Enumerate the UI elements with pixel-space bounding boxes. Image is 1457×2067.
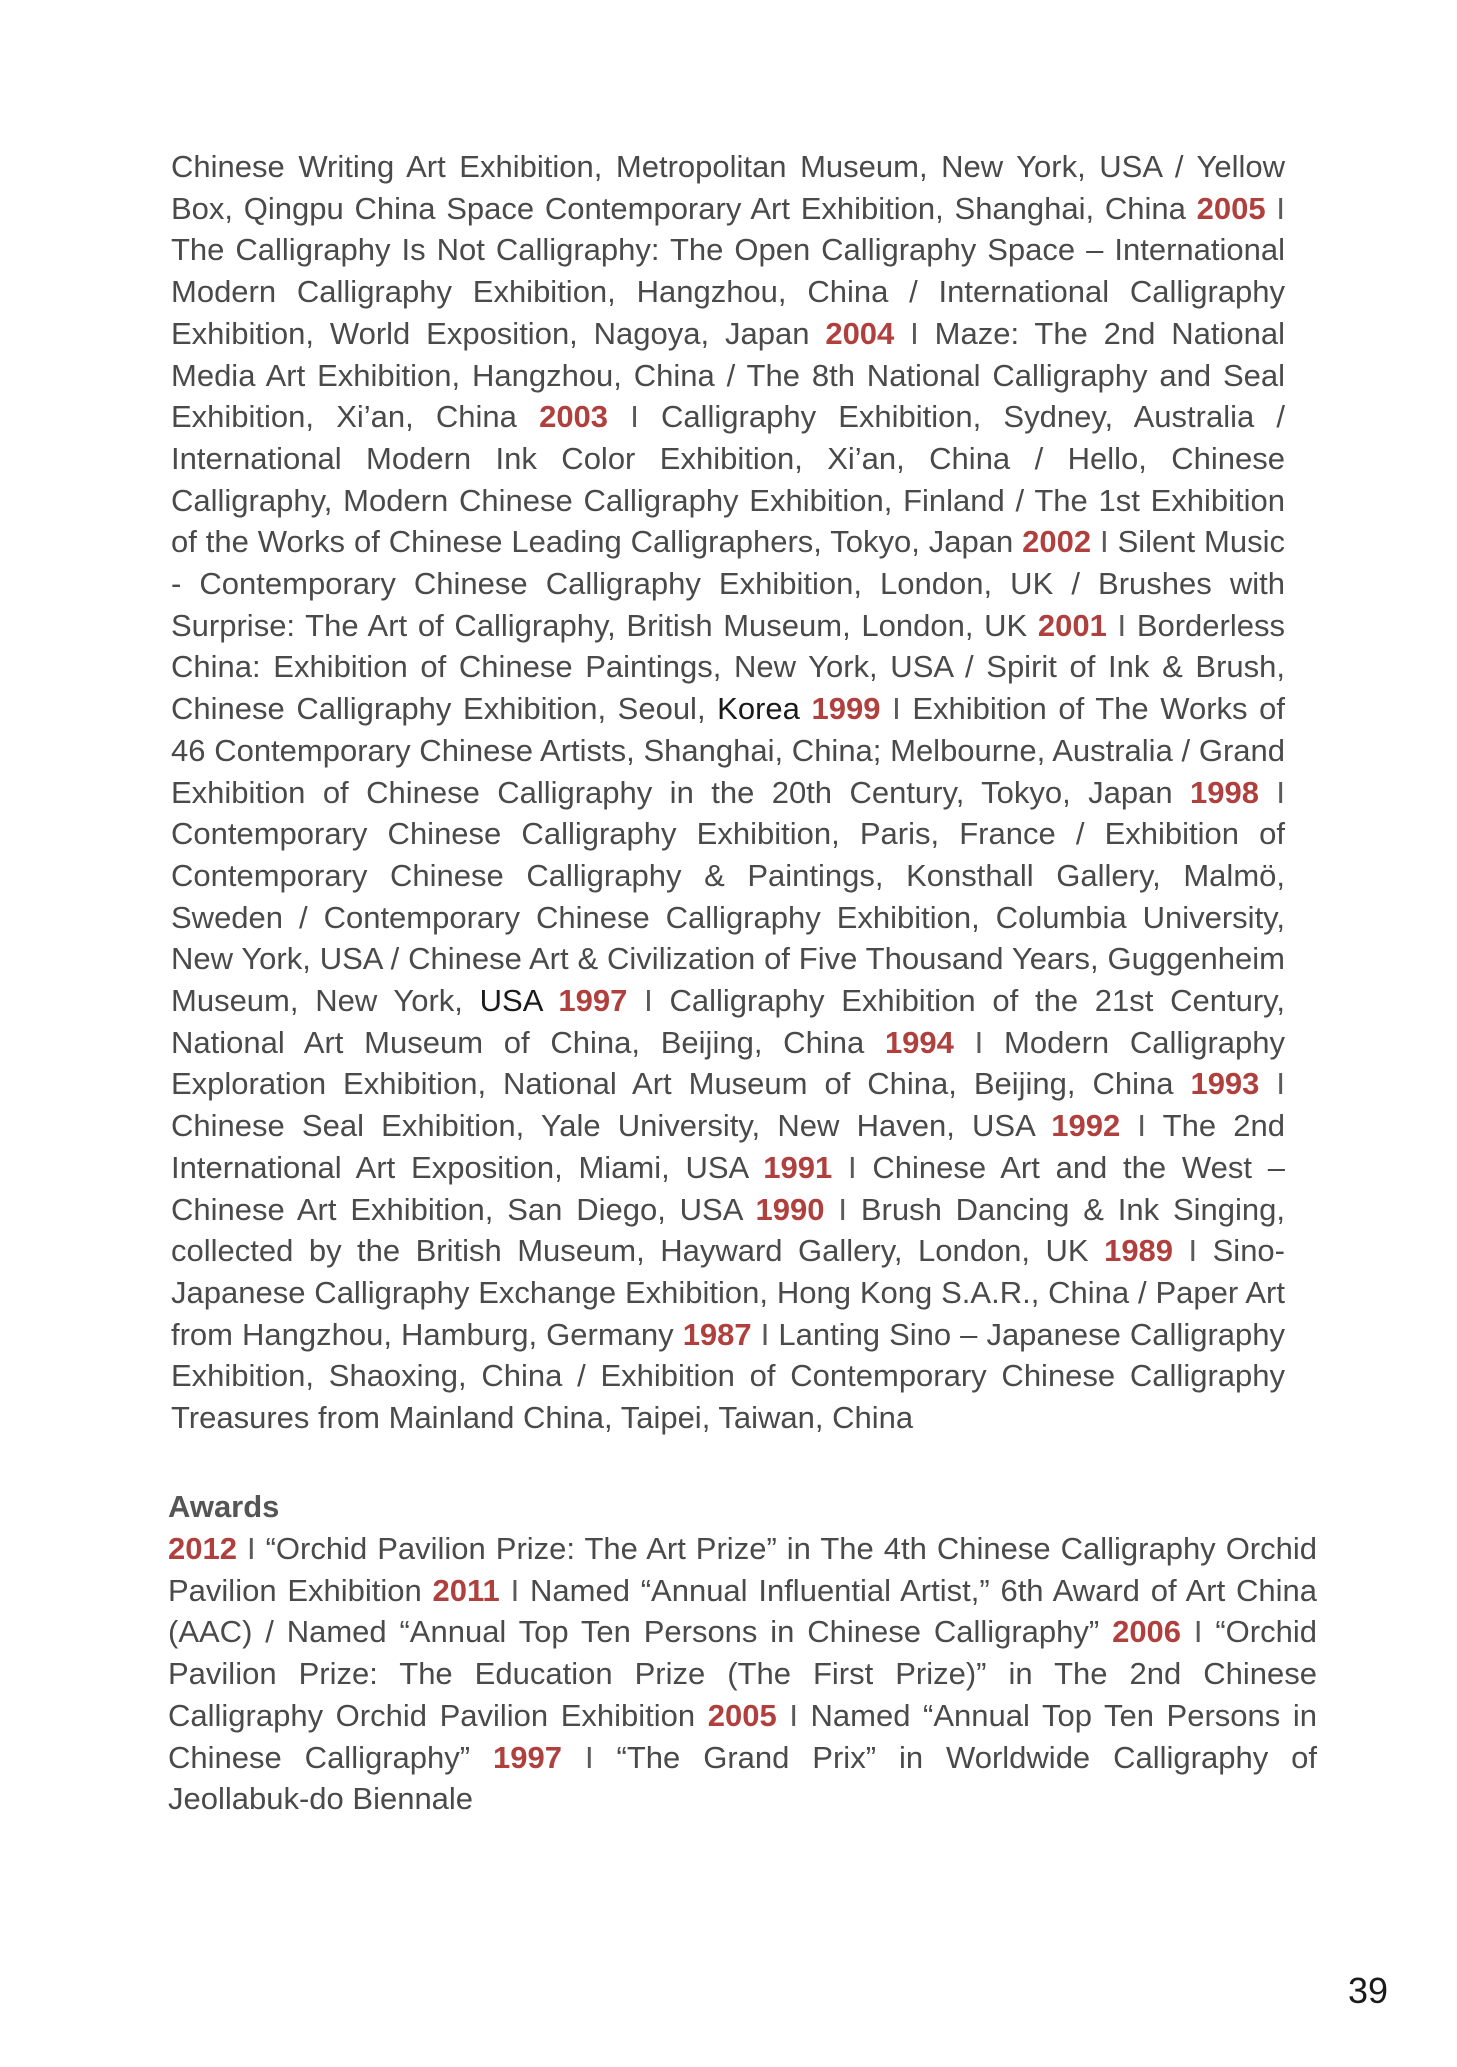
separator: I	[1258, 774, 1285, 810]
year-label: 2003	[539, 399, 609, 435]
year-label: 1999	[811, 691, 881, 727]
entry-text: The 2nd International Art Exposition, Miami, USA	[171, 1108, 1285, 1185]
separator: I	[608, 399, 661, 435]
entry-text: Calligraphy Exhibition of the 21st Century, National Art Museum of China, Beijing, China	[171, 983, 1285, 1060]
separator: I	[880, 691, 913, 727]
entry-text: Chinese Art and the West – Chinese Art Exhibition, San Diego, USA	[171, 1149, 1285, 1227]
year-label: 2006	[1112, 1614, 1182, 1650]
entry-text	[800, 691, 812, 726]
year-label: 2005	[707, 1697, 777, 1733]
awards-section	[168, 1486, 1317, 1820]
year-label: 2012	[168, 1531, 237, 1566]
separator: I	[1091, 524, 1118, 560]
entry-text: Named “Annual Top Ten Persons in Chinese Calligraphy”	[168, 1697, 1317, 1775]
separator: I	[894, 315, 935, 351]
year-label: 2004	[825, 315, 895, 351]
separator: I	[1181, 1614, 1216, 1650]
year-label: 1987	[682, 1316, 752, 1352]
awards-paragraph	[168, 1528, 1317, 1820]
year-label: 1997	[493, 1739, 562, 1775]
separator: I	[832, 1149, 873, 1185]
separator: I	[1106, 607, 1137, 643]
separator: I	[499, 1572, 530, 1608]
year-label: 1997	[558, 983, 628, 1019]
year-label: 1998	[1190, 774, 1259, 810]
year-label: 1993	[1190, 1066, 1260, 1102]
year-label: 1991	[763, 1149, 833, 1185]
entry-text: “The Grand Prix” in Worldwide Calligraphy of Jeollabuk-do Biennale	[168, 1739, 1317, 1817]
entry-text: Lanting Sino – Japanese Calligraphy Exhibition, Shaoxing, China / Exhibition of Contemporary Chinese Calligraphy Treasures from Mainland China, Taipei, Taiwan, China	[171, 1316, 1285, 1436]
year-label: 2011	[432, 1572, 500, 1608]
entry-text: Sino-Japanese Calligraphy Exchange Exhibition, Hong Kong S.A.R., China / Paper Art from Hangzhou, Hamburg, Germany	[171, 1233, 1285, 1352]
entry-text: Calligraphy Exhibition, Sydney, Australia / International Modern Ink Color Exhibition, Xi’an, China / Hello, Chinese Calligraphy, Modern Chinese Calligraphy Exhibition, Finland / The 1st Exhibition of the Works of Chinese Leading Calligraphers, Tokyo, Japan	[171, 399, 1285, 560]
entry-text: Chinese Writing Art Exhibition, Metropolitan Museum, New York, USA / Yellow Box, Qingpu China Space Contemporary Art Exhibition, Shanghai, China	[171, 149, 1285, 226]
entry-text: Exhibition of The Works of 46 Contemporary Chinese Artists, Shanghai, China; Melbourne, Australia / Grand Exhibition of Chinese Calligraphy in the 20th Century, Tokyo, Japan	[171, 691, 1285, 810]
entry-text: Modern Calligraphy Exploration Exhibition, National Art Museum of China, Beijing, China	[171, 1024, 1285, 1102]
separator: I	[1265, 190, 1285, 226]
separator: I	[562, 1739, 617, 1775]
separator: I	[751, 1316, 779, 1352]
entry-text: Chinese Seal Exhibition, Yale University, New Haven, USA	[171, 1108, 1052, 1144]
separator: I	[776, 1697, 811, 1733]
entry-text: “Orchid Pavilion Prize: The Art Prize” in The 4th Chinese Calligraphy Orchid Pavilion Exhibition	[168, 1531, 1317, 1608]
entry-text	[542, 983, 559, 1018]
place-name: Korea	[717, 691, 800, 727]
separator: I	[1120, 1108, 1163, 1144]
entry-text: “Orchid Pavilion Prize: The Education Prize (The First Prize)” in The 2nd Chinese Calligraphy Orchid Pavilion Exhibition	[168, 1614, 1317, 1733]
year-label: 2005	[1196, 190, 1266, 226]
year-label: 1994	[884, 1024, 954, 1060]
entry-text: The Calligraphy Is Not Calligraphy: The Open Calligraphy Space – International Modern Calligraphy Exhibition, Hangzhou, China / International Calligraphy Exhibition, World Exposition, Nagoya, Japan	[171, 232, 1285, 351]
entry-text: Maze: The 2nd National Media Art Exhibition, Hangzhou, China / The 8th National Calligraphy and Seal Exhibition, Xi’an, China	[171, 315, 1285, 435]
exhibitions-paragraph	[171, 146, 1285, 1439]
year-label: 1990	[755, 1191, 825, 1227]
separator: I	[1259, 1066, 1285, 1102]
separator: I	[953, 1024, 1005, 1060]
entry-text: Brush Dancing & Ink Singing, collected by the British Museum, Hayward Gallery, London, UK	[171, 1191, 1285, 1269]
place-name: USA	[479, 983, 542, 1019]
entry-text: Silent Music - Contemporary Chinese Calligraphy Exhibition, London, UK / Brushes with Surprise: The Art of Calligraphy, British Museum, London, UK	[171, 524, 1285, 643]
entry-text: Borderless China: Exhibition of Chinese Paintings, New York, USA / Spirit of Ink & Brush, Chinese Calligraphy Exhibition, Seoul,	[171, 607, 1285, 727]
year-label: 1992	[1051, 1108, 1121, 1144]
separator: I	[824, 1191, 861, 1227]
entry-text: Named “Annual Influential Artist,” 6th Award of Art China (AAC) / Named “Annual Top Ten Persons in Chinese Calligraphy”	[168, 1572, 1318, 1650]
year-label: 2002	[1022, 524, 1092, 560]
separator: I	[627, 983, 670, 1019]
page-number: 39	[1348, 1970, 1389, 2011]
year-label: 2001	[1037, 607, 1107, 643]
separator: I	[236, 1531, 266, 1566]
awards-heading: Awards	[168, 1489, 280, 1524]
year-label: 1989	[1104, 1233, 1174, 1269]
separator: I	[1173, 1233, 1213, 1269]
entry-text: Contemporary Chinese Calligraphy Exhibition, Paris, France / Exhibition of Contemporary Chinese Calligraphy & Paintings, Konsthall Gallery, Malmö, Sweden / Contemporary Chinese Calligraphy Exhibition, Columbia University, New York, USA / Chinese Art & Civilization of Five Thousand Years, Guggenheim Museum, New York,	[171, 816, 1285, 1019]
